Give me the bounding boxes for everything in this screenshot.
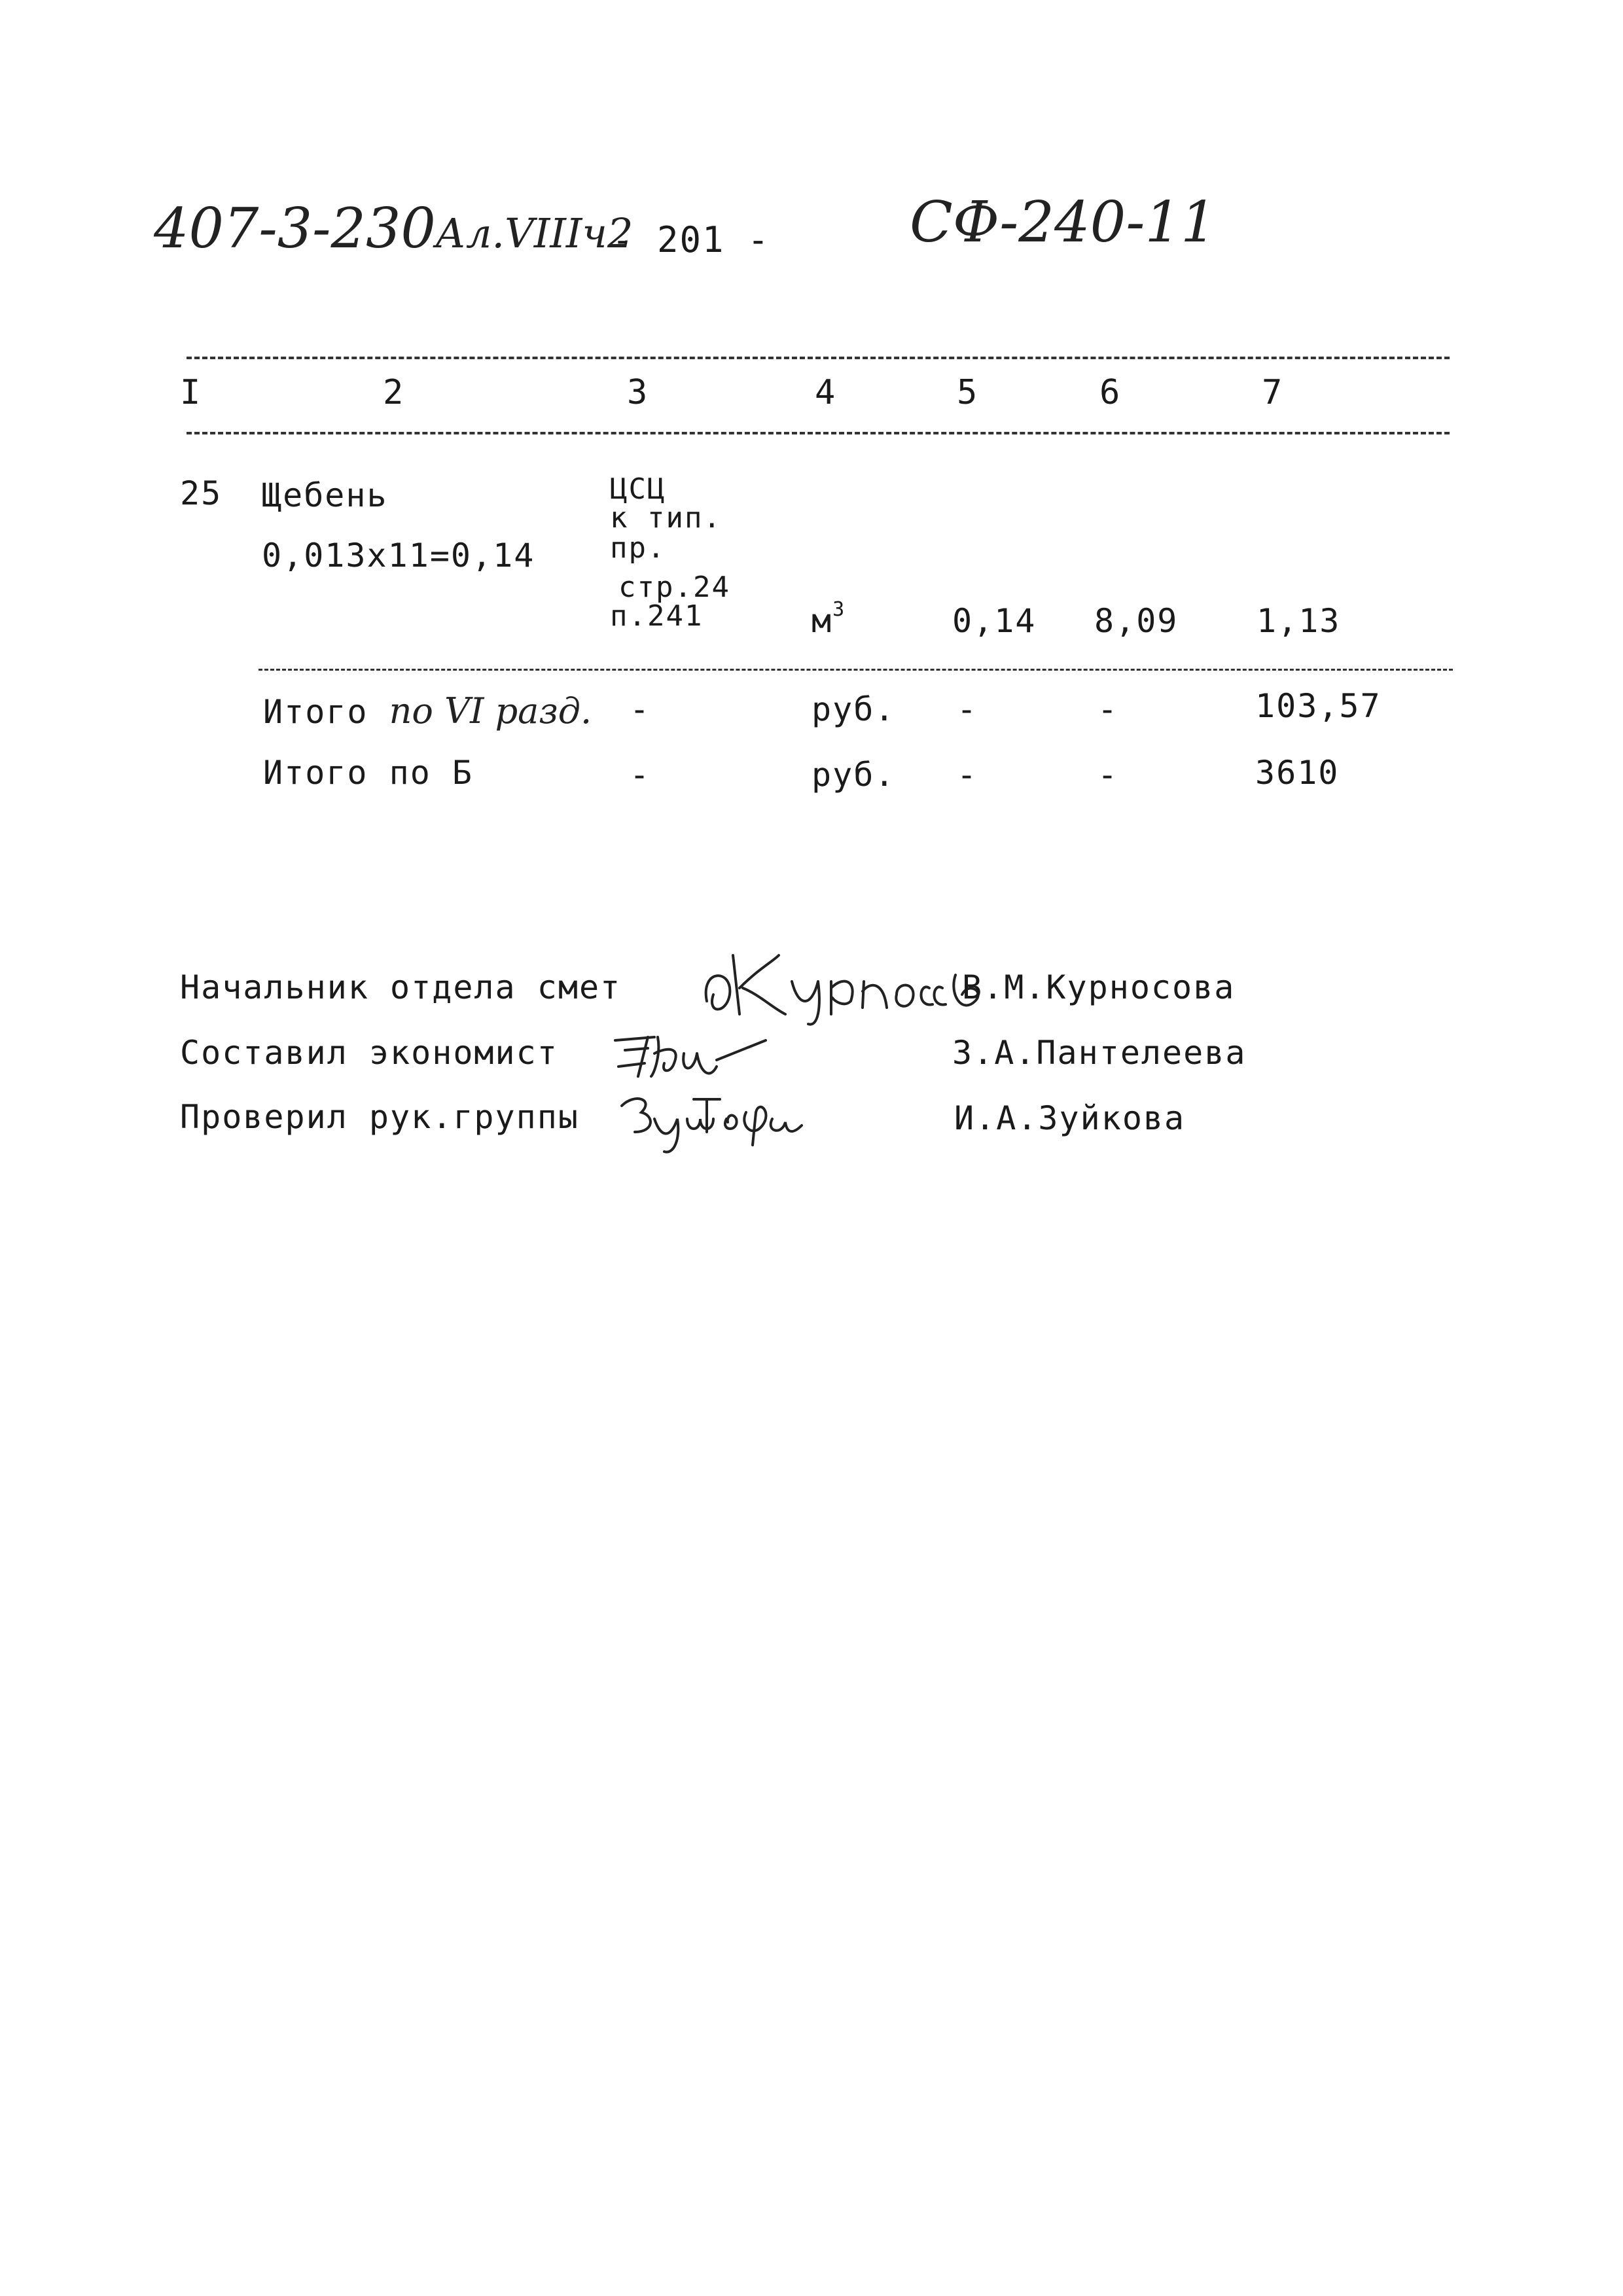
- column-header: 4: [815, 373, 837, 412]
- unit-base: м: [812, 602, 833, 640]
- totals-dash: -: [630, 756, 651, 794]
- signatory-name: З.А.Пантелеева: [952, 1034, 1247, 1072]
- totals-dash: -: [957, 756, 978, 794]
- column-header: 3: [627, 373, 649, 412]
- column-header: 7: [1262, 373, 1284, 412]
- totals-dash: -: [1097, 690, 1119, 728]
- signatory-role: Начальник отдела смет: [180, 968, 622, 1006]
- item-name: Щебень: [262, 476, 388, 514]
- totals-dash: -: [1097, 756, 1119, 794]
- document-code: СФ-240-11: [910, 190, 1217, 255]
- unit-price: 8,09: [1094, 602, 1179, 640]
- column-header: 2: [383, 373, 405, 412]
- header-bottom-rule: [187, 432, 1450, 434]
- totals-unit: руб.: [812, 756, 896, 794]
- document-number: 407-3-230: [154, 196, 436, 260]
- source-line: стр.24: [618, 571, 730, 604]
- totals-dash: -: [957, 690, 978, 728]
- row-number: 25: [180, 474, 223, 512]
- totals-value: 103,57: [1255, 687, 1382, 725]
- album-reference: Ал.VIIIч2: [435, 209, 633, 257]
- item-formula: 0,013х11=0,14: [262, 537, 535, 574]
- source-line: ЦСЦ: [610, 472, 666, 506]
- totals-value: 3610: [1255, 754, 1340, 792]
- source-line: п.241: [610, 599, 704, 633]
- handwritten-signature: [694, 942, 1008, 1027]
- unit: [812, 598, 846, 640]
- page-number: - 201 -: [612, 219, 770, 260]
- row-total: 1,13: [1257, 602, 1341, 640]
- handwritten-signature: [615, 1086, 838, 1158]
- totals-label: Итого по Б: [263, 754, 474, 792]
- table-top-rule: [187, 357, 1450, 359]
- totals-label: [263, 690, 592, 732]
- unit-exponent: 3: [832, 598, 846, 621]
- totals-label-handwritten: по VI разд.: [389, 690, 592, 732]
- source-line: пр.: [610, 531, 666, 565]
- source-line: к тип.: [610, 501, 722, 535]
- column-header: 5: [957, 373, 979, 412]
- signatory-name: И.А.Зуйкова: [954, 1099, 1186, 1137]
- signatory-name: В.М.Курносова: [962, 968, 1236, 1006]
- column-header: 6: [1099, 373, 1122, 412]
- totals-dash: -: [630, 690, 651, 728]
- signatory-role: Проверил рук.группы: [180, 1098, 579, 1136]
- signatory-role: Составил экономист: [180, 1034, 558, 1072]
- column-header: I: [180, 373, 202, 412]
- totals-unit: руб.: [812, 690, 896, 728]
- handwritten-signature: [609, 1027, 779, 1086]
- totals-label-typed: Итого: [263, 693, 368, 731]
- quantity: 0,14: [952, 602, 1037, 640]
- totals-rule: [259, 669, 1453, 671]
